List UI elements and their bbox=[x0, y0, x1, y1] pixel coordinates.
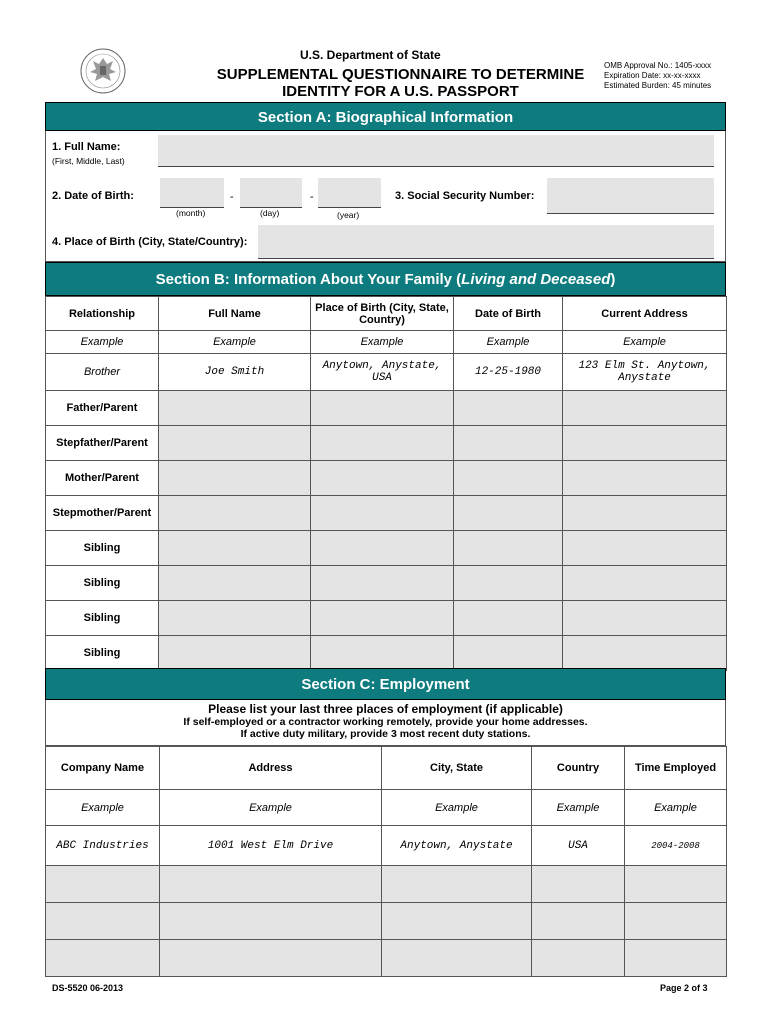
employment-intro bbox=[45, 700, 726, 746]
relation-label: Father/Parent bbox=[46, 391, 159, 426]
address-field[interactable] bbox=[160, 940, 382, 977]
relation-label: Sibling bbox=[46, 636, 159, 671]
example-cell: Example bbox=[382, 790, 532, 826]
example-cell: Example bbox=[46, 331, 159, 354]
section-a-header: Section A: Biographical Information bbox=[45, 102, 726, 131]
year-caption: (year) bbox=[337, 210, 360, 220]
country-field[interactable] bbox=[532, 940, 625, 977]
header-country: Country bbox=[532, 747, 625, 790]
full-name-field[interactable] bbox=[158, 135, 714, 167]
family-pob-field[interactable] bbox=[311, 636, 454, 671]
time-employed-field[interactable] bbox=[625, 866, 727, 903]
intro-line-1: Please list your last three places of employment (if applicable) bbox=[208, 702, 563, 716]
relation-label: Stepfather/Parent bbox=[46, 426, 159, 461]
family-address-field[interactable] bbox=[563, 531, 727, 566]
family-address-field[interactable] bbox=[563, 566, 727, 601]
full-name-label: 1. Full Name: bbox=[52, 141, 121, 153]
sample-city-state: Anytown, Anystate bbox=[382, 826, 532, 866]
dob-dash-2: - bbox=[310, 191, 314, 203]
estimated-burden: Estimated Burden: 45 minutes bbox=[604, 81, 712, 90]
sample-relationship: Brother bbox=[46, 354, 159, 391]
dob-label: 2. Date of Birth: bbox=[52, 190, 134, 202]
sample-company: ABC Industries bbox=[46, 826, 160, 866]
example-cell: Example bbox=[454, 331, 563, 354]
section-b-header bbox=[45, 262, 726, 296]
sample-current-address: 123 Elm St. Anytown, Anystate bbox=[563, 354, 727, 391]
family-address-field[interactable] bbox=[563, 496, 727, 531]
expiration-date: Expiration Date: xx-xx-xxxx bbox=[604, 71, 701, 80]
form-title: SUPPLEMENTAL QUESTIONNAIRE TO DETERMINE IDENTITY FOR A U.S. PASSPORT bbox=[216, 66, 585, 100]
relation-label: Sibling bbox=[46, 601, 159, 636]
family-dob-field[interactable] bbox=[454, 531, 563, 566]
sample-country: USA bbox=[532, 826, 625, 866]
omb-info bbox=[604, 61, 711, 91]
country-field[interactable] bbox=[532, 903, 625, 940]
company-field[interactable] bbox=[46, 866, 160, 903]
family-address-field[interactable] bbox=[563, 461, 727, 496]
intro-line-2: If self-employed or a contractor working remotely, provide your home addresses. bbox=[183, 716, 588, 728]
header-place-of-birth: Place of Birth (City, State, Country) bbox=[311, 297, 454, 331]
omb-approval: OMB Approval No.: 1405-xxxx bbox=[604, 61, 712, 70]
section-b-title: Section B: Information About Your Family ( bbox=[155, 271, 462, 288]
family-pob-field[interactable] bbox=[311, 566, 454, 601]
family-pob-field[interactable] bbox=[311, 426, 454, 461]
ssn-field[interactable] bbox=[547, 178, 714, 214]
example-cell: Example bbox=[563, 331, 727, 354]
department-seal-icon bbox=[80, 48, 126, 94]
relation-label: Sibling bbox=[46, 566, 159, 601]
example-cell: Example bbox=[625, 790, 727, 826]
sample-address: 1001 West Elm Drive bbox=[160, 826, 382, 866]
city-state-field[interactable] bbox=[382, 903, 532, 940]
company-field[interactable] bbox=[46, 903, 160, 940]
header-date-of-birth: Date of Birth bbox=[454, 297, 563, 331]
family-dob-field[interactable] bbox=[454, 601, 563, 636]
day-caption: (day) bbox=[260, 208, 280, 218]
relation-label: Mother/Parent bbox=[46, 461, 159, 496]
example-cell: Example bbox=[532, 790, 625, 826]
relation-label: Stepmother/Parent bbox=[46, 496, 159, 531]
country-field[interactable] bbox=[532, 866, 625, 903]
month-caption: (month) bbox=[176, 208, 206, 218]
pob-label: 4. Place of Birth (City, State/Country): bbox=[52, 236, 248, 248]
family-address-field[interactable] bbox=[563, 391, 727, 426]
header-full-name: Full Name bbox=[159, 297, 311, 331]
family-pob-field[interactable] bbox=[311, 601, 454, 636]
family-name-field[interactable] bbox=[159, 496, 311, 531]
family-pob-field[interactable] bbox=[311, 391, 454, 426]
family-name-field[interactable] bbox=[159, 601, 311, 636]
dob-day-field[interactable] bbox=[240, 178, 302, 208]
time-employed-field[interactable] bbox=[625, 940, 727, 977]
page-number: Page 2 of 3 bbox=[660, 983, 708, 993]
sample-time-employed: 2004-2008 bbox=[625, 826, 727, 866]
pob-field[interactable] bbox=[258, 225, 714, 259]
employment-table bbox=[45, 746, 727, 977]
family-dob-field[interactable] bbox=[454, 426, 563, 461]
family-address-field[interactable] bbox=[563, 601, 727, 636]
city-state-field[interactable] bbox=[382, 866, 532, 903]
sample-date-of-birth: 12-25-1980 bbox=[454, 354, 563, 391]
header-city-state: City, State bbox=[382, 747, 532, 790]
example-cell: Example bbox=[311, 331, 454, 354]
form-id: DS-5520 06-2013 bbox=[52, 983, 124, 993]
family-pob-field[interactable] bbox=[311, 531, 454, 566]
intro-line-3: If active duty military, provide 3 most recent duty stations. bbox=[240, 728, 531, 740]
sample-place-of-birth: Anytown, Anystate, USA bbox=[311, 354, 454, 391]
family-name-field[interactable] bbox=[159, 426, 311, 461]
section-c-header: Section C: Employment bbox=[45, 668, 726, 700]
header-company-name: Company Name bbox=[46, 747, 160, 790]
family-dob-field[interactable] bbox=[454, 566, 563, 601]
address-field[interactable] bbox=[160, 866, 382, 903]
family-pob-field[interactable] bbox=[311, 496, 454, 531]
family-address-field[interactable] bbox=[563, 426, 727, 461]
section-b-title-italic: Living and Deceased bbox=[461, 271, 611, 288]
family-name-field[interactable] bbox=[159, 636, 311, 671]
family-address-field[interactable] bbox=[563, 636, 727, 671]
department-name: U.S. Department of State bbox=[300, 48, 441, 62]
example-cell: Example bbox=[159, 331, 311, 354]
address-field[interactable] bbox=[160, 903, 382, 940]
family-pob-field[interactable] bbox=[311, 461, 454, 496]
example-cell: Example bbox=[46, 790, 160, 826]
family-name-field[interactable] bbox=[159, 391, 311, 426]
dob-year-field[interactable] bbox=[318, 178, 381, 208]
family-name-field[interactable] bbox=[159, 461, 311, 496]
family-dob-field[interactable] bbox=[454, 636, 563, 671]
family-dob-field[interactable] bbox=[454, 496, 563, 531]
family-table bbox=[45, 296, 727, 671]
header-current-address: Current Address bbox=[563, 297, 727, 331]
family-name-field[interactable] bbox=[159, 531, 311, 566]
header-address: Address bbox=[160, 747, 382, 790]
sample-full-name: Joe Smith bbox=[159, 354, 311, 391]
time-employed-field[interactable] bbox=[625, 903, 727, 940]
dob-month-field[interactable] bbox=[160, 178, 224, 208]
section-b-title-end: ) bbox=[610, 271, 616, 288]
example-cell: Example bbox=[160, 790, 382, 826]
company-field[interactable] bbox=[46, 940, 160, 977]
ssn-label: 3. Social Security Number: bbox=[395, 190, 535, 202]
header-time-employed: Time Employed bbox=[625, 747, 727, 790]
city-state-field[interactable] bbox=[382, 940, 532, 977]
family-dob-field[interactable] bbox=[454, 391, 563, 426]
dob-dash-1: - bbox=[230, 191, 234, 203]
family-dob-field[interactable] bbox=[454, 461, 563, 496]
family-name-field[interactable] bbox=[159, 566, 311, 601]
full-name-sublabel: (First, Middle, Last) bbox=[52, 156, 125, 166]
header-relationship: Relationship bbox=[46, 297, 159, 331]
relation-label: Sibling bbox=[46, 531, 159, 566]
